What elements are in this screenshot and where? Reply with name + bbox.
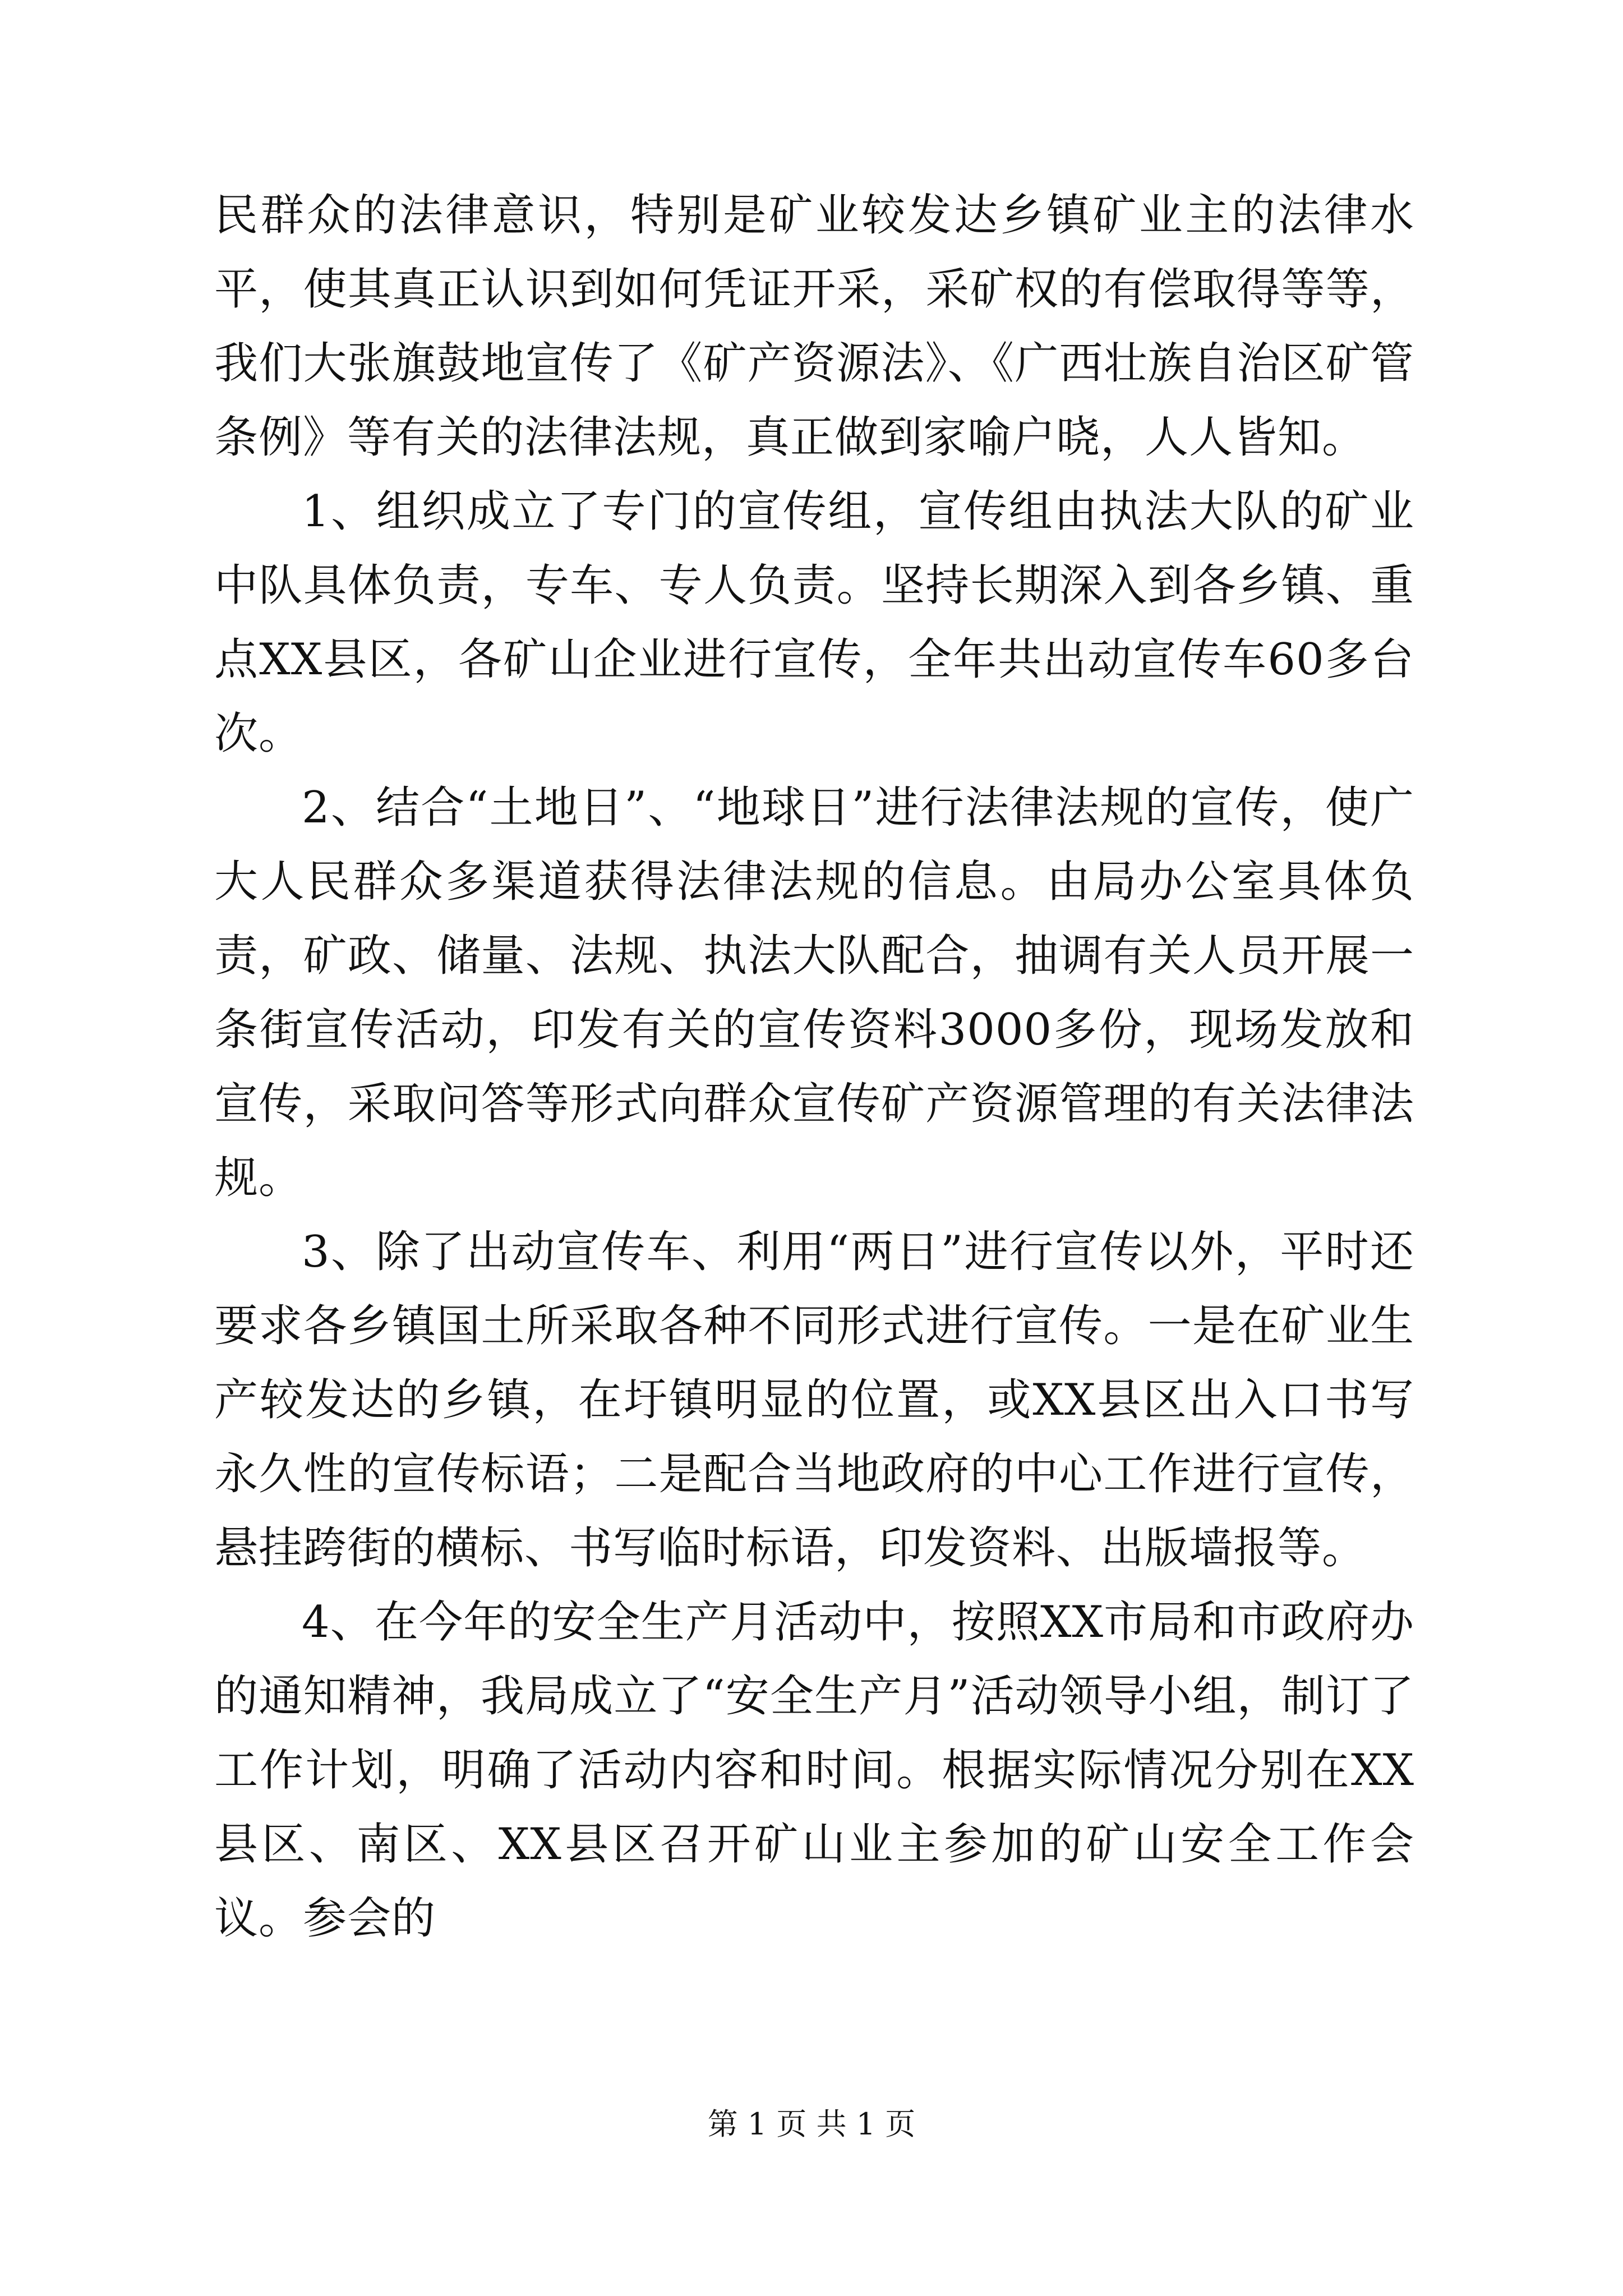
page-footer (0, 2100, 1623, 2143)
paragraph-continued: 民群众的法律意识，特别是矿业较发达乡镇矿业主的法律水平，使其真正认识到如何凭证开采，采矿权的有偿取得等等，我们大张旗鼓地宣传了《矿产资源法》、《广西壮族自治区矿管条例》等有关的法律法规，真正做到家喻户晓，人人皆知。 (214, 190, 1414, 463)
document-body (214, 178, 1414, 1955)
page-number-label: 第 1 页 共 1 页 (707, 2106, 916, 2142)
paragraph-item-2: 2、结合“土地日”、“地球日”进行法律法规的宣传，使广大人民群众多渠道获得法律法规的信息。由局办公室具体负责，矿政、储量、法规、执法大队配合，抽调有关人员开展一条街宣传活动，印发有关的宣传资料3000多份，现场发放和宣传，采取问答等形式向群众宣传矿产资源管理的有关法律法规。 (214, 783, 1414, 1203)
paragraph-item-1: 1、组织成立了专门的宣传组，宣传组由执法大队的矿业中队具体负责，专车、专人负责。坚持长期深入到各乡镇、重点XX县区，各矿山企业进行宣传，全年共出动宣传车60多台次。 (214, 486, 1414, 759)
paragraph-item-3: 3、除了出动宣传车、利用“两日”进行宣传以外，平时还要求各乡镇国土所采取各种不同形式进行宣传。一是在矿业生产较发达的乡镇，在圩镇明显的位置，或XX县区出入口书写永久性的宣传标语；二是配合当地政府的中心工作进行宣传，悬挂跨街的横标、书写临时标语，印发资料、出版墙报等。 (214, 1227, 1414, 1573)
paragraph-item-4: 4、在今年的安全生产月活动中，按照XX市局和市政府办的通知精神，我局成立了“安全生产月”活动领导小组，制订了工作计划，明确了活动内容和时间。根据实际情况分别在XX县区、南区、XX县区召开矿山业主参加的矿山安全工作会议。参会的 (214, 1597, 1414, 1944)
